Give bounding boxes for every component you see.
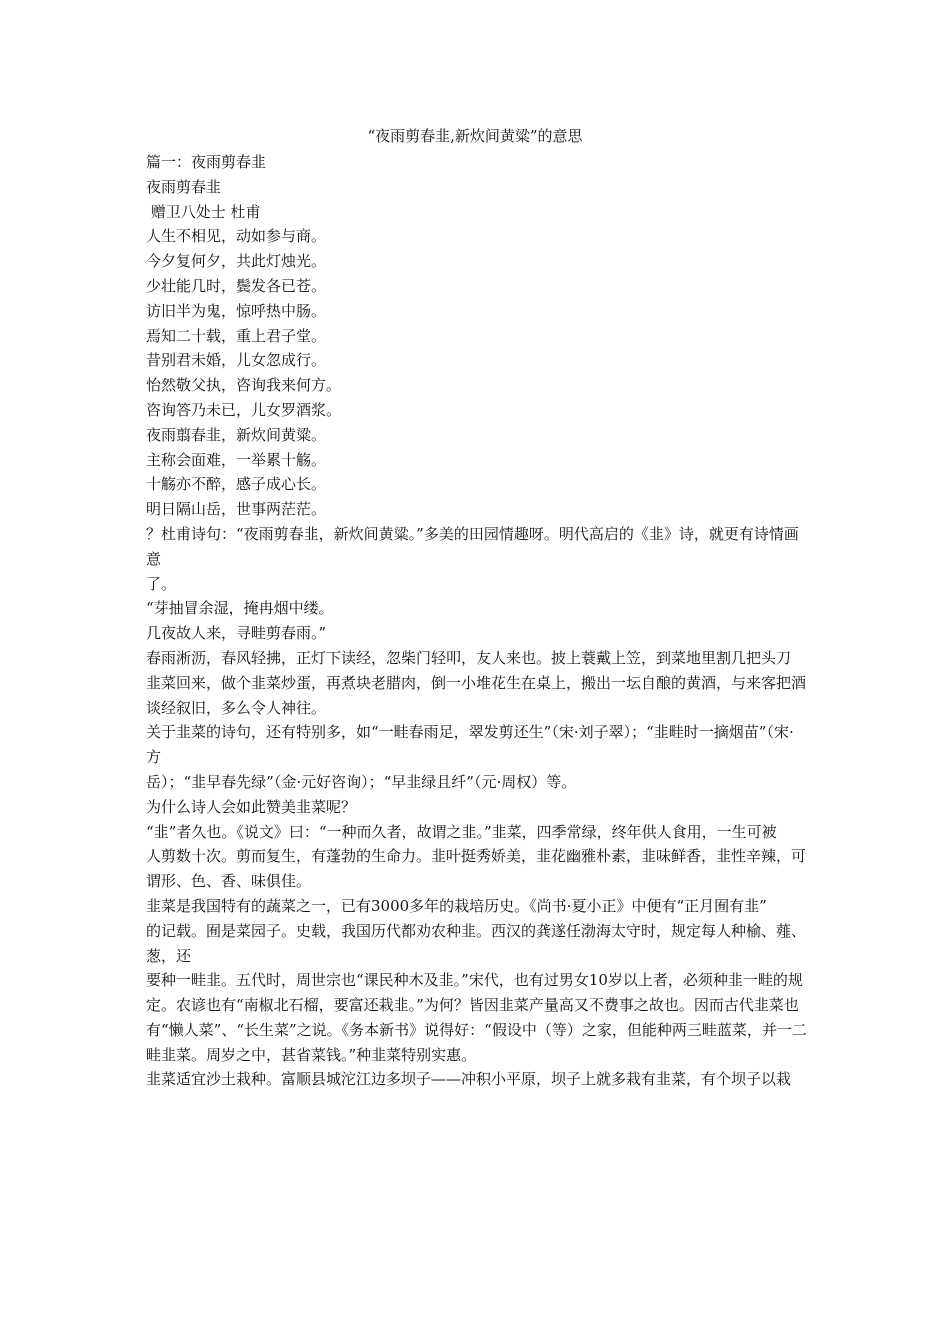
- poem-line: 明日隔山岳，世事两茫茫。: [146, 500, 327, 519]
- poem-line: 少壮能几时，鬓发各已苍。: [146, 276, 327, 295]
- body-paragraph: 要种一畦韭。五代时，周世宗也“课民种木及韭。”宋代，也有过男女10岁以上者，必须种韭一畦的规定。农谚也有“南椒北石榴，要富还栽韭。”为何？皆因韭菜产量高又不费事之故也。因而古代韭菜也有“懒人菜”、“长生菜”之说。《务本新书》说得好：“假设中（等）之家，但能种两三畦蓝菜，并一二畦韭菜。周岁之中，甚省菜钱。”种韭菜特别实惠。: [146, 971, 807, 1064]
- quoted-poem-line: “芽抽冒余湿，掩冉烟中缕。: [146, 599, 334, 618]
- body-paragraph: 的记载。囿是菜园子。史载，我国历代都劝农种韭。西汉的龚遂任渤海太守时，规定每人种榆、薤、葱，还: [146, 921, 807, 965]
- body-paragraph: 韭菜适宜沙土栽种。富顺县城沱江边多坝子——冲积小平原，坝子上就多栽有韭菜，有个坝子以栽: [146, 1070, 792, 1089]
- body-paragraph: “韭”者久也。《说文》曰：“一种而久者，故谓之韭。”韭菜，四季常绿，终年供人食用，一生可被: [146, 822, 777, 841]
- body-paragraph: 韭菜是我国特有的蔬菜之一，已有3000多年的栽培历史。《尚书·夏小正》中便有“正月囿有韭”: [146, 896, 767, 915]
- body-paragraph: 岳）；“韭早春先绿”（金·元好咨询）；“早韭绿且纤”（元·周权）等。: [146, 772, 577, 791]
- poem-line: 昔别君未婚，儿女忽成行。: [146, 351, 327, 370]
- poem-line: 主称会面难，一举累十觞。: [146, 450, 327, 469]
- body-paragraph: 人剪数十次。剪而复生，有蓬勃的生命力。韭叶挺秀娇美，韭花幽雅朴素，韭味鲜香，韭性辛辣，可谓形、色、香、味俱佳。: [146, 847, 807, 891]
- poem-line: 焉知二十载，重上君子堂。: [146, 326, 327, 345]
- body-paragraph: 春雨淅沥，春风轻拂，正灯下读经，忽柴门轻叩，友人来也。披上蓑戴上笠，到菜地里割几把头刀: [146, 648, 792, 667]
- body-paragraph: 为什么诗人会如此赞美韭菜呢？: [146, 797, 357, 816]
- poem-line: 人生不相见，动如参与商。: [146, 227, 327, 246]
- quoted-poem-line: 几夜故人来，寻畦剪春雨。”: [146, 624, 327, 643]
- poem-line: 怡然敬父执，咨询我来何方。: [146, 376, 342, 395]
- document-body: [146, 150, 808, 1092]
- poem-subtitle-author: 赠卫八处士 杜甫: [146, 202, 261, 221]
- body-paragraph: ？杜甫诗句：“夜雨剪春韭，新炊间黄粱。”多美的田园情趣呀。明代高启的《韭》诗，就更有诗情画意: [146, 524, 799, 568]
- section-heading: 篇一：夜雨剪春韭: [146, 153, 267, 171]
- poem-line: 夜雨翦春韭，新炊间黄粱。: [146, 425, 327, 444]
- document-title: “夜雨剪春韭,新炊间黄粱”的意思: [367, 127, 583, 145]
- poem-line: 今夕复何夕，共此灯烛光。: [146, 252, 327, 271]
- body-paragraph: 韭菜回来，做个韭菜炒蛋，再煮块老腊肉，倒一小堆花生在桌上，搬出一坛自酿的黄酒，与来客把酒谈经叙旧，多么令人神往。: [146, 673, 807, 717]
- body-paragraph: 关于韭菜的诗句，还有特别多，如“一畦春雨足，翠发剪还生”（宋·刘子翠）；“韭畦时一摘烟苗”（宋·方: [146, 723, 794, 767]
- poem-title: 夜雨剪春韭: [146, 177, 222, 196]
- poem-line: 咨询答乃未已，儿女罗酒浆。: [146, 400, 342, 419]
- poem-line: 访旧半为鬼，惊呼热中肠。: [146, 301, 327, 320]
- body-paragraph: 了。: [146, 574, 177, 593]
- poem-line: 十觞亦不醉，感子成心长。: [146, 475, 327, 494]
